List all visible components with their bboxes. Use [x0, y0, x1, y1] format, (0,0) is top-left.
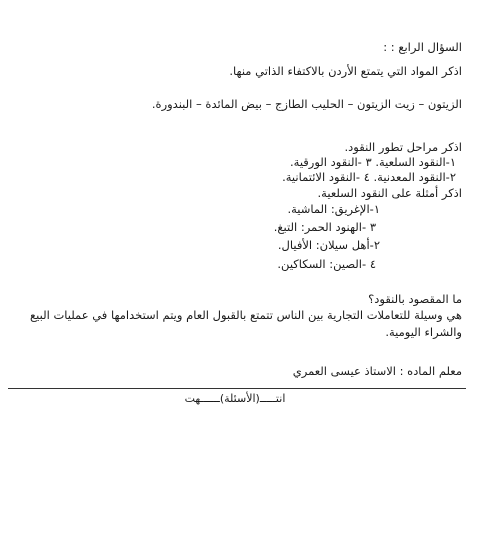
commodity-money-prompt: اذكر أمثلة على النقود السلعية. — [317, 186, 462, 200]
end-of-questions: انتـــــ(الأسئلة)ــــــهت — [184, 392, 286, 405]
money-stages-line-1: ١-النقود السلعية. ٣ -النقود الورقية. — [290, 155, 456, 169]
money-stages-line-2: ٢-النقود المعدنية. ٤ -النقود الائتمانية. — [282, 170, 456, 184]
commodity-money-item: ٢-أهل سيلان: الأفيال. — [277, 238, 380, 252]
commodity-money-item: ٣ -الهنود الحمر: التبغ. — [273, 220, 376, 234]
commodity-money-item: ١-الإغريق: الماشية. — [287, 202, 380, 216]
teacher-signature: معلم الماده : الاستاذ عيسى العمري — [292, 364, 462, 378]
self-sufficiency-answer: الزيتون – زيت الزيتون – الحليب الطازج – بيض المائدة – البندورة. — [151, 97, 462, 111]
self-sufficiency-prompt: اذكر المواد التي يتمتع الأردن بالاكتفاء الذاتي منها. — [229, 64, 462, 78]
money-definition-answer: هي وسيلة للتعاملات التجارية بين الناس تتمتع بالقبول العام ويتم استخدامها في عمليات البيع والشراء اليومية. — [30, 308, 462, 339]
commodity-money-item: ٤ -الصين: السكاكين. — [277, 257, 376, 271]
money-stages-prompt: اذكر مراحل تطور النقود. — [344, 140, 462, 154]
question-4-heading: السؤال الرابع : : — [383, 40, 462, 54]
money-definition-question: ما المقصود بالنقود؟ — [368, 292, 462, 306]
divider-line — [8, 388, 466, 389]
